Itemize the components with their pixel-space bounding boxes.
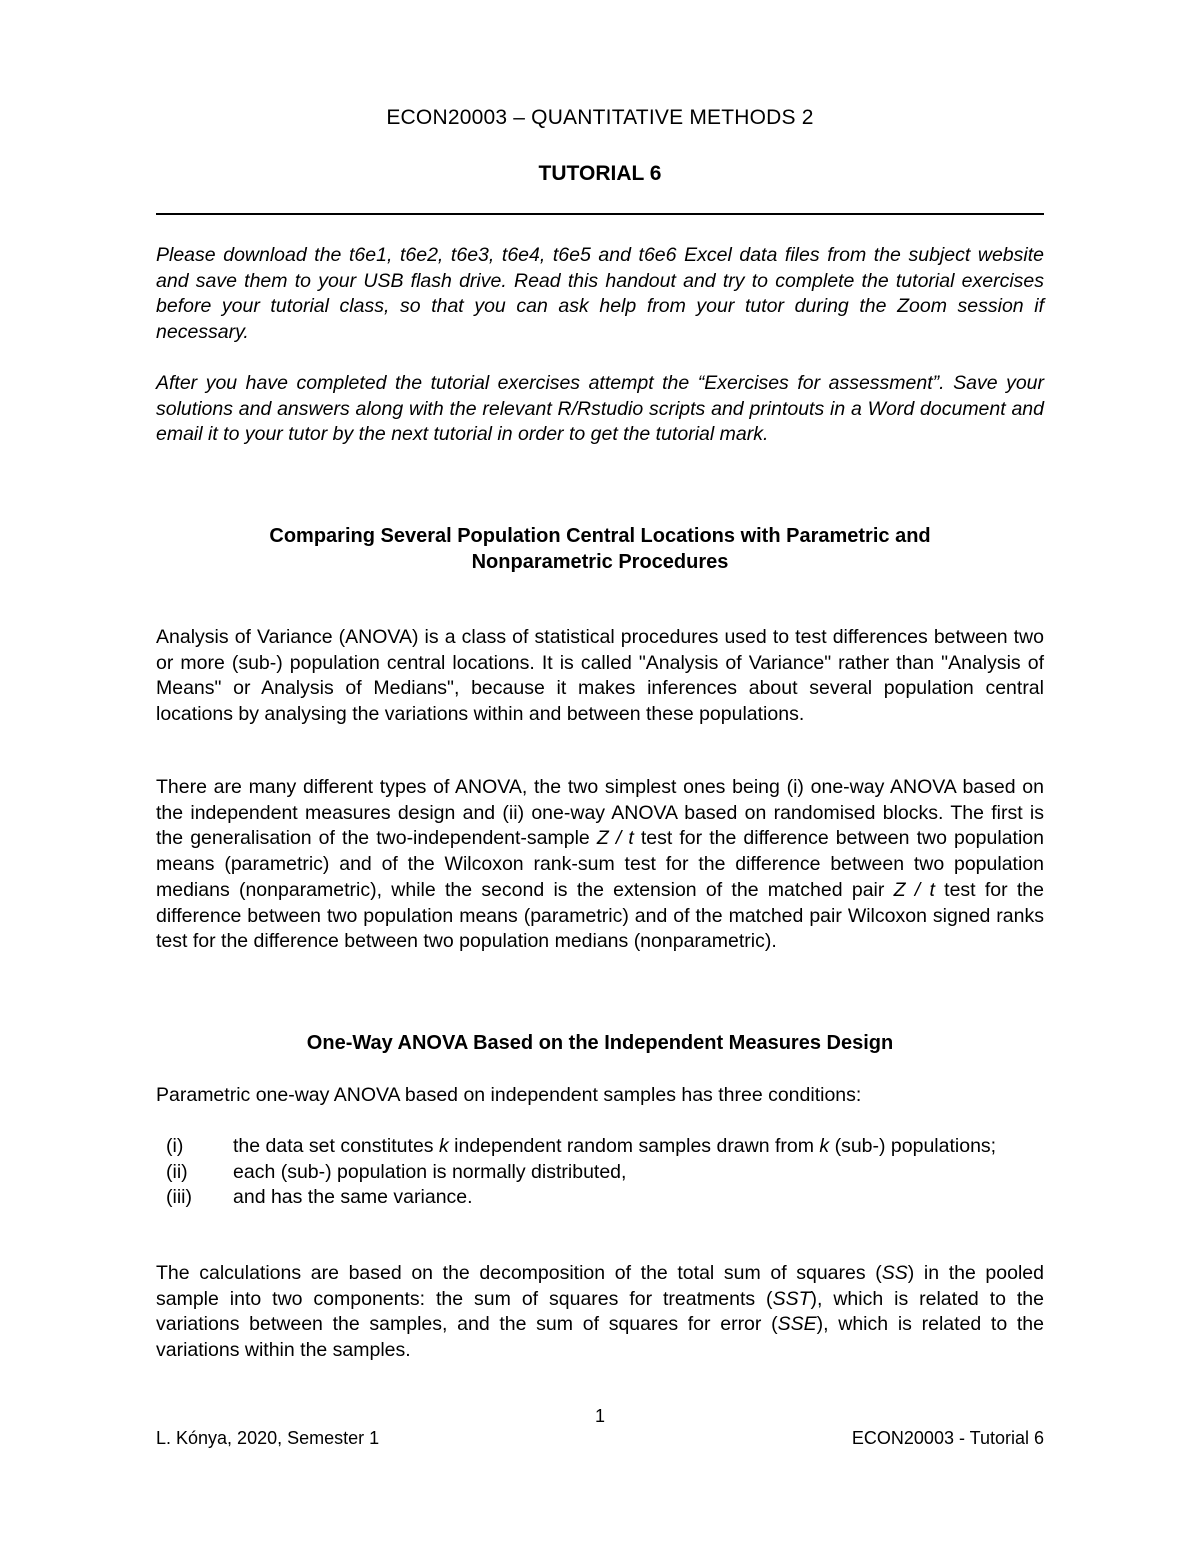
list-item-number: (iii)	[166, 1186, 192, 1209]
list-item	[156, 1160, 1044, 1186]
anova-types-text-a: There are many different types of ANOVA, the two simplest ones being (i) one-way ANOVA based on the independent measures design and (ii) one-way ANOVA based on randomised blocks. The first is the generalisation of the two-independent-sample	[156, 776, 1044, 850]
sse-variable: SSE	[777, 1313, 817, 1336]
list-item	[156, 1185, 1044, 1211]
condition-text-a: the data set constitutes	[233, 1135, 439, 1157]
calc-text-d: ), which is related to the variations within the samples.	[156, 1313, 1045, 1362]
conditions-intro: Parametric one-way ANOVA based on independent samples has three conditions:	[156, 1084, 862, 1106]
list-item-number: (i)	[166, 1135, 184, 1157]
sst-variable: SST	[772, 1287, 811, 1310]
section-heading-one-way-anova: One-Way ANOVA Based on the Independent Measures Design	[306, 1032, 894, 1054]
k-variable-1: k	[438, 1135, 449, 1157]
section-heading-line-2: Nonparametric Procedures	[471, 550, 729, 573]
footer-author: L. Kónya, 2020, Semester 1	[156, 1428, 380, 1448]
header-divider	[156, 213, 1044, 215]
footer-course: ECON20003 - Tutorial 6	[851, 1428, 1044, 1448]
ss-variable: SS	[881, 1262, 908, 1284]
k-variable-2: k	[819, 1135, 830, 1157]
condition-text-b: independent random samples drawn from	[448, 1135, 820, 1157]
condition-text: and has the same variance.	[233, 1186, 473, 1209]
condition-text: each (sub-) population is normally distributed,	[233, 1160, 627, 1183]
course-title: ECON20003 – QUANTITATIVE METHODS 2	[386, 106, 814, 129]
conditions-list	[156, 1134, 1044, 1211]
calc-text-c: ), which is related to the variations between the samples, and the sum of squares for error (	[156, 1287, 1044, 1336]
condition-text-c: (sub-) populations;	[829, 1135, 997, 1157]
document-page	[156, 0, 1044, 1553]
tutorial-title: TUTORIAL 6	[538, 162, 662, 185]
list-item-number: (ii)	[166, 1160, 188, 1183]
anova-types-text-c: test for the difference between two population means (parametric) and of the matched pair Wilcoxon signed ranks test for the difference between two population medians (nonparametric).	[156, 878, 1044, 953]
zt-variable-1: Z / t	[596, 827, 634, 850]
assessment-instructions: After you have completed the tutorial exercises attempt the “Exercises for assessment”. Save your solutions and answers along with the relevant R/Rstudio scripts and printouts in a Word document and email it to your tutor by the next tutorial in order to get the tutorial mark.	[156, 372, 1044, 446]
anova-definition-paragraph: Analysis of Variance (ANOVA) is a class of statistical procedures used to test differences between two or more (sub-) population central locations. It is called "Analysis of Variance" rather than "Analysis of Means" or Analysis of Medians", because it makes inferences about several population central locations by analysing the variations within and between these populations.	[156, 626, 1044, 726]
sum-of-squares-paragraph	[156, 1261, 1044, 1364]
page-number: 1	[594, 1406, 605, 1426]
list-item	[156, 1134, 1044, 1160]
calc-text-a: The calculations are based on the decomposition of the total sum of squares (	[156, 1262, 882, 1284]
anova-types-text-b: test for the difference between two population means (parametric) and of the Wilcoxon rank-sum test for the difference between two population medians (nonparametric), while the second is the extension of the matched pair	[156, 827, 1044, 901]
download-instructions: Please download the t6e1, t6e2, t6e3, t6e4, t6e5 and t6e6 Excel data files from the subject website and save them to your USB flash drive. Read this handout and try to complete the tutorial exercises before your tutorial class, so that you can ask help from your tutor during the Zoom session if necessary.	[156, 244, 1044, 344]
zt-variable-2: Z / t	[893, 878, 935, 901]
calc-text-b: ) in the pooled sample into two components: the sum of squares for treatments (	[156, 1262, 1044, 1310]
section-heading-comparing	[156, 524, 1044, 575]
anova-types-paragraph	[156, 775, 1044, 955]
section-heading-line-1: Comparing Several Population Central Locations with Parametric and	[269, 525, 931, 547]
